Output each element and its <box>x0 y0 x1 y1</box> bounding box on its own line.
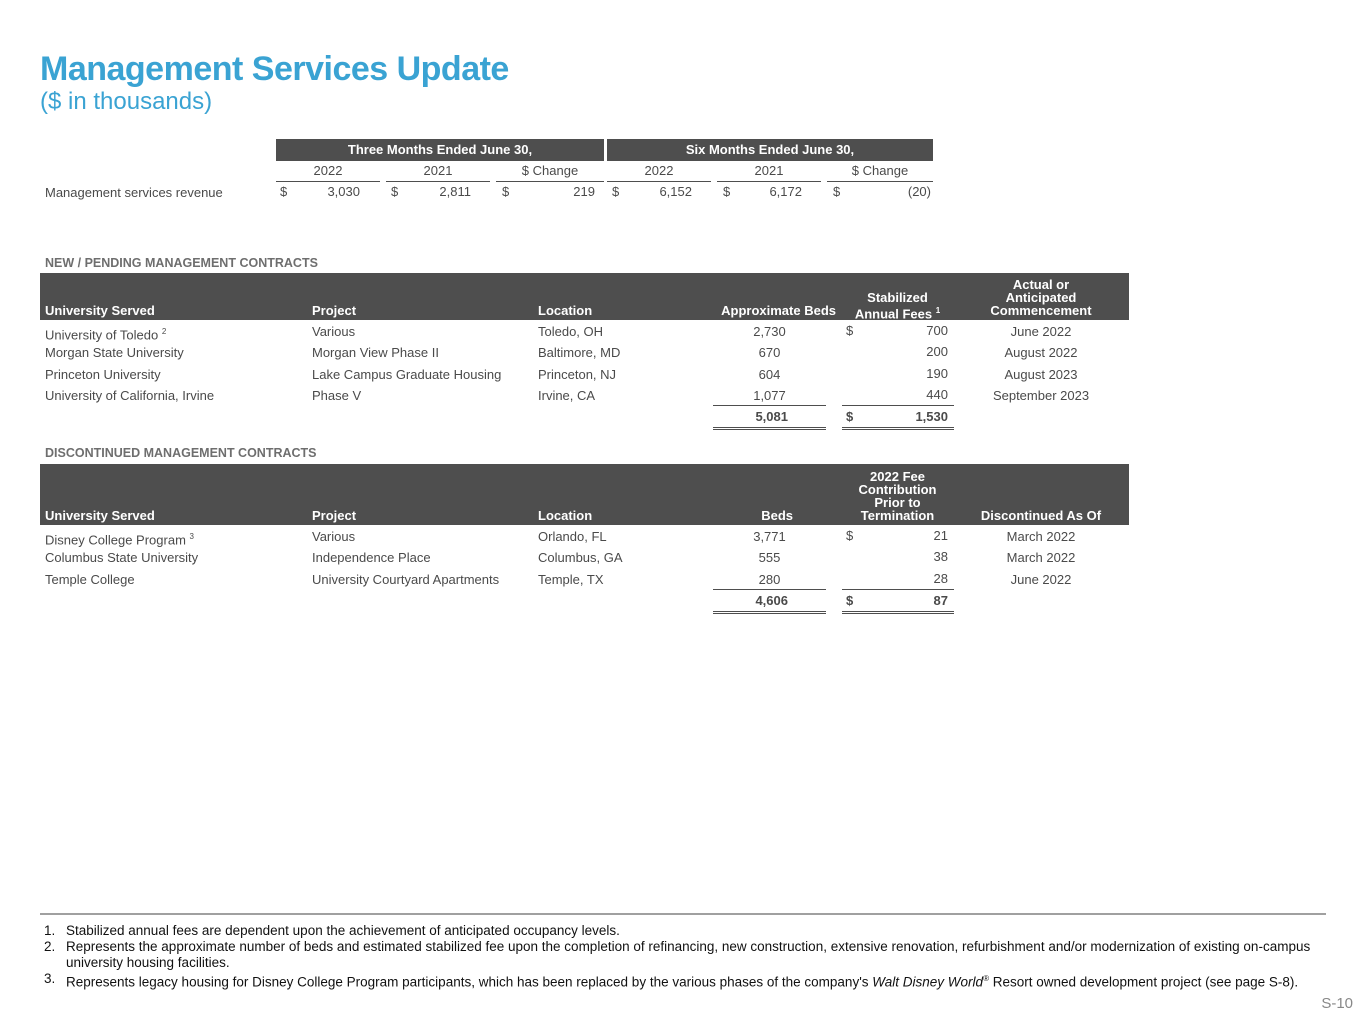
currency-sign: $ <box>502 184 510 199</box>
cell-discontinued-date: March 2022 <box>1006 529 1076 544</box>
revenue-value: 6,152 <box>659 184 692 199</box>
cell-fees: 200 <box>926 344 948 359</box>
cell-discontinued-date: June 2022 <box>1010 572 1072 587</box>
page-number: S-10 <box>1321 995 1353 1012</box>
cell-project: Lake Campus Graduate Housing <box>312 367 502 382</box>
header-project: Project <box>312 303 357 318</box>
revenue-row-label: Management services revenue <box>45 185 223 200</box>
footnote-2: 2. Represents the approximate number of beds and estimated stabilized fee upon the completion of refinancing, new construction, extensive renovation, refurbishment and/or modernization of existing on-campus university housing facilities. <box>44 939 1311 970</box>
total-beds-box <box>713 589 826 614</box>
cell-beds: 1,077 <box>753 388 786 403</box>
revenue-value: 6,172 <box>769 184 802 199</box>
cell-fee: 28 <box>933 571 948 586</box>
page-title: Management Services Update <box>40 50 509 88</box>
currency-sign: $ <box>833 184 841 199</box>
header-fee-line3: Prior to <box>874 495 921 510</box>
cell-project: Phase V <box>312 388 362 403</box>
currency-sign: $ <box>612 184 620 199</box>
header-fee-line4: Termination <box>860 508 935 523</box>
cell-fee: 38 <box>933 549 948 564</box>
discontinued-header <box>40 464 1129 525</box>
discontinued-section-title: DISCONTINUED MANAGEMENT CONTRACTS <box>45 446 317 460</box>
cell-university: University of Toledo $^2$ <box>45 327 167 343</box>
cell-beds: 2,730 <box>753 324 786 339</box>
header-fee-line2: Contribution <box>858 482 937 497</box>
header-fees-line1: Stabilized <box>867 290 928 305</box>
cell-university: University of California, Irvine <box>45 388 215 403</box>
new-contracts-section-title: NEW / PENDING MANAGEMENT CONTRACTS <box>45 256 318 270</box>
total-beds: 4,606 <box>755 593 788 608</box>
revenue-value: 2,811 <box>439 184 471 199</box>
cell-university: Columbus State University <box>45 550 199 565</box>
six-months-header: Six Months Ended June 30, <box>607 139 933 161</box>
header-location: Location <box>538 508 593 523</box>
footnote-1: 1. Stabilized annual fees are dependent upon the achievement of anticipated occupancy levels. <box>44 923 620 938</box>
col-2022-ytd: 2022 <box>607 161 711 182</box>
currency-sign: $ <box>846 323 854 338</box>
cell-university: Morgan State University <box>45 345 184 360</box>
page-subtitle: ($ in thousands) <box>40 88 213 115</box>
col-2021-ytd: 2021 <box>717 161 821 182</box>
currency-sign: $ <box>391 184 399 199</box>
cell-discontinued-date: March 2022 <box>1006 550 1076 565</box>
total-fee-box <box>842 589 954 614</box>
total-fee: 87 <box>933 593 948 608</box>
header-comm-line1: Actual or <box>1012 277 1070 292</box>
revenue-value: (20) <box>907 184 931 199</box>
cell-location: Columbus, GA <box>538 550 623 565</box>
currency-sign: $ <box>723 184 731 199</box>
col-change-ytd: $ Change <box>827 161 933 182</box>
cell-beds: 604 <box>758 367 781 382</box>
header-comm-line3: Commencement <box>990 303 1092 318</box>
cell-commencement: August 2022 <box>1004 345 1078 360</box>
cell-beds: 670 <box>758 345 781 360</box>
cell-location: Temple, TX <box>538 572 604 587</box>
header-fees-line2: Annual Fees $^1$ <box>854 306 941 322</box>
cell-location: Baltimore, MD <box>538 345 621 360</box>
cell-beds: 3,771 <box>753 529 786 544</box>
cell-commencement: June 2022 <box>1010 324 1072 339</box>
total-beds-box <box>713 405 826 430</box>
revenue-value: 3,030 <box>327 184 360 199</box>
header-location: Location <box>538 303 593 318</box>
footnotes <box>44 923 1319 991</box>
header-comm-line2: Anticipated <box>1005 290 1077 305</box>
currency-sign: $ <box>280 184 288 199</box>
revenue-value: 219 <box>573 184 595 199</box>
cell-university: Temple College <box>45 572 135 587</box>
three-months-header: Three Months Ended June 30, <box>276 139 604 161</box>
cell-location: Orlando, FL <box>538 529 607 544</box>
cell-project: Various <box>312 324 356 339</box>
currency-sign: $ <box>846 593 854 608</box>
total-fees-box <box>842 405 954 430</box>
footnote-3: 3. Represents legacy housing for Disney College Program participants, which has been replaced by the various phases of the company's Walt Disney World® Resort owned development project (see page S-8). <box>44 971 1299 990</box>
col-2021-q: 2021 <box>386 161 490 182</box>
cell-fees: 700 <box>926 323 948 338</box>
header-university: University Served <box>45 303 155 318</box>
cell-commencement: September 2023 <box>992 388 1090 403</box>
cell-location: Irvine, CA <box>538 388 596 403</box>
cell-beds: 555 <box>758 550 781 565</box>
cell-location: Toledo, OH <box>538 324 604 339</box>
currency-sign: $ <box>846 528 854 543</box>
cell-fees: 440 <box>926 387 948 402</box>
cell-project: Independence Place <box>312 550 431 565</box>
col-change-q: $ Change <box>496 161 604 182</box>
cell-project: Morgan View Phase II <box>312 345 439 360</box>
cell-university: Princeton University <box>45 367 161 382</box>
cell-university: Disney College Program $^3$ <box>45 532 194 548</box>
currency-sign: $ <box>846 409 854 424</box>
footnote-divider <box>40 913 1326 915</box>
header-project: Project <box>312 508 357 523</box>
header-fee-line1: 2022 Fee <box>870 469 925 484</box>
cell-project: University Courtyard Apartments <box>312 572 500 587</box>
col-2022-q: 2022 <box>276 161 380 182</box>
new-contracts-header <box>40 273 1129 320</box>
cell-commencement: August 2023 <box>1004 367 1078 382</box>
cell-fee: 21 <box>933 528 948 543</box>
cell-beds: 280 <box>758 572 781 587</box>
cell-project: Various <box>312 529 356 544</box>
header-beds: Beds <box>761 508 793 523</box>
cell-fees: 190 <box>926 366 948 381</box>
total-beds: 5,081 <box>755 409 788 424</box>
header-beds: Approximate Beds <box>721 303 836 318</box>
total-fees: 1,530 <box>915 409 948 424</box>
header-discontinued: Discontinued As Of <box>980 508 1102 523</box>
header-university: University Served <box>45 508 155 523</box>
cell-location: Princeton, NJ <box>538 367 617 382</box>
